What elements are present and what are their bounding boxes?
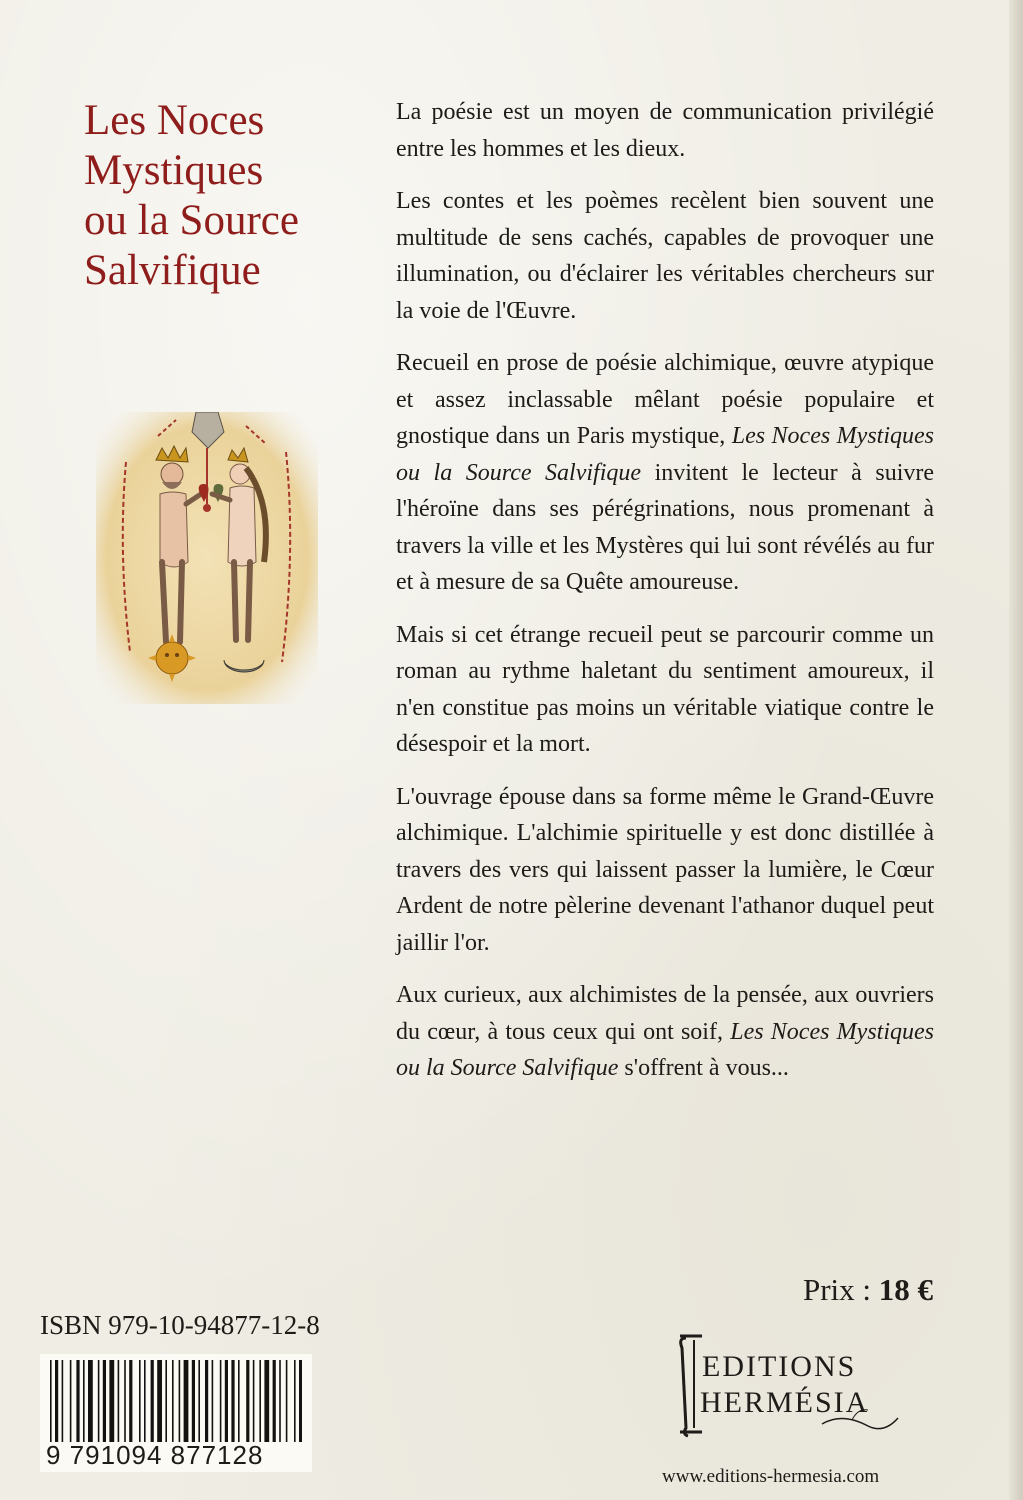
paragraph-text: invitent le lecteur à suivre l'héroïne dans ses pérégrinations, nous promenant à travers la ville et les Mystères qui lui sont révélés au fur et à mesure de sa Quête amoureuse.	[396, 459, 935, 595]
blurb-paragraph	[396, 617, 934, 763]
blurb-paragraph	[396, 977, 934, 1087]
isbn-number: ISBN 979-10-94877-12-8	[40, 1310, 320, 1340]
barcode-bar	[192, 1360, 195, 1442]
publisher-name-line1: EDITIONS	[702, 1350, 857, 1383]
barcode-bars	[50, 1360, 302, 1442]
barcode-bar	[172, 1360, 174, 1442]
barcode-bar	[88, 1360, 93, 1442]
barcode-bar	[220, 1360, 222, 1442]
barcode-bar	[212, 1360, 214, 1442]
paragraph-text: Mais si cet étrange recueil peut se parcourir comme un roman au rythme haletant du sentiment amoureux, il n'en constitue pas moins un véritable viatique contre le désespoir et la mort.	[396, 621, 934, 757]
barcode-bar	[83, 1360, 85, 1442]
barcode-bar	[238, 1360, 240, 1442]
paragraph-text: s'offrent à vous...	[618, 1055, 789, 1081]
barcode-bar	[253, 1360, 255, 1442]
paragraph-text: L'ouvrage épouse dans sa forme même le Grand-Œuvre alchimique. L'alchimie spirituelle y est donc distillée à travers des vers qui laissent passer la lumière, le Cœur Ardent de notre pèlerine devenant l'athanor duquel peut jaillir l'or.	[396, 783, 934, 956]
publisher-name-line2: HERMÉSIA	[700, 1386, 870, 1419]
barcode-bar	[231, 1360, 234, 1442]
title-line: Les Noces	[84, 97, 265, 144]
alchemical-king-queen-illustration	[96, 412, 318, 704]
paragraph-text: Recueil en prose de poésie alchimique, œuvre atypique et assez inclassable mêlant poésie populaire et gnostique dans un Paris mystique,	[396, 350, 934, 449]
barcode-bar	[246, 1360, 249, 1442]
blurb-paragraph	[396, 94, 934, 167]
barcode-bar	[144, 1360, 146, 1442]
italic-book-title: Les Noces Mystiques ou la Source Salvifique	[396, 423, 934, 486]
price-value: 18 €	[878, 1272, 933, 1307]
barcode-bar	[264, 1360, 269, 1442]
barcode-bar	[273, 1360, 276, 1442]
barcode-digits: 9 791094 877128	[46, 1440, 264, 1470]
barcode-bar	[103, 1360, 106, 1442]
barcode-bar	[129, 1360, 132, 1442]
barcode-bar	[157, 1360, 162, 1442]
barcode-bar	[198, 1360, 200, 1442]
barcode-bar	[98, 1360, 100, 1442]
blurb-paragraph	[396, 779, 934, 962]
barcode-bar	[70, 1360, 72, 1442]
price-prefix: Prix :	[802, 1272, 879, 1307]
barcode-bar	[184, 1360, 189, 1442]
barcode	[40, 1354, 312, 1472]
barcode-bar	[55, 1360, 58, 1442]
barcode-bar	[299, 1360, 302, 1442]
barcode-bar	[151, 1360, 154, 1442]
title-line: Mystiques	[84, 147, 264, 194]
paragraph-text: Les contes et les poèmes recèlent bien souvent une multitude de sens cachés, capables de provoquer une illumination, ou d'éclairer les véritables chercheurs sur la voie de l'Œuvre.	[396, 188, 934, 324]
price-label	[803, 1272, 933, 1308]
barcode-bar	[165, 1360, 167, 1442]
blurb-paragraph	[396, 345, 934, 601]
barcode-bar	[118, 1360, 120, 1442]
blurb-paragraph	[396, 183, 934, 329]
barcode-bar	[294, 1360, 296, 1442]
barcode-bar	[109, 1360, 114, 1442]
barcode-bar	[139, 1360, 141, 1442]
barcode-bar	[205, 1360, 208, 1442]
back-cover-blurb	[396, 94, 934, 1103]
barcode-bar	[279, 1360, 281, 1442]
paragraph-text: La poésie est un moyen de communication privilégié entre les hommes et les dieux.	[396, 99, 934, 162]
title-line: ou la Source	[84, 197, 299, 244]
paragraph-text: Aux curieux, aux alchimistes de la pensée, aux ouvriers du cœur, à tous ceux qui ont soif,	[396, 982, 934, 1045]
italic-book-title: Les Noces Mystiques ou la Source Salvifique	[396, 1018, 934, 1081]
publisher-logo	[672, 1328, 912, 1438]
barcode-bar	[76, 1360, 79, 1442]
barcode-bar	[259, 1360, 261, 1442]
barcode-bar	[50, 1360, 52, 1442]
barcode-bar	[179, 1360, 181, 1442]
barcode-bar	[62, 1360, 64, 1442]
barcode-bar	[225, 1360, 228, 1442]
barcode-bar	[286, 1360, 288, 1442]
publisher-website: www.editions-hermesia.com	[662, 1466, 880, 1487]
title-line: Salvifique	[84, 247, 261, 294]
cover-edge	[1009, 0, 1023, 1500]
barcode-bar	[124, 1360, 126, 1442]
book-title	[84, 96, 374, 296]
